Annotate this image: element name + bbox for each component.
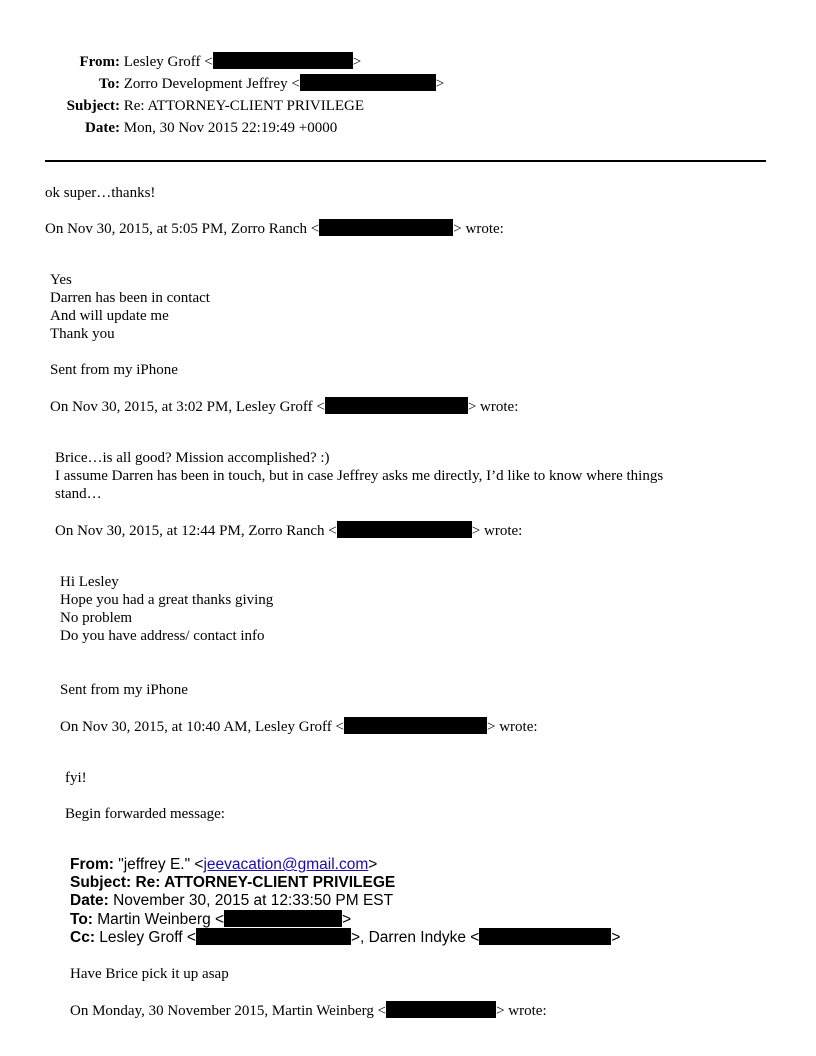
message-1-line: Darren has been in contact (50, 290, 210, 306)
forward-subject-row (70, 874, 395, 892)
redaction-bar (319, 219, 453, 236)
quote-header-4-pre: On Nov 30, 2015, at 10:40 AM, Lesley Groff < (60, 719, 344, 735)
reply-text: ok super…thanks! (45, 185, 156, 201)
forward-to-post: > (342, 911, 352, 928)
message-1-line: Thank you (50, 326, 115, 342)
message-3-line: Hope you had a great thanks giving (60, 592, 274, 608)
quote-header-2 (50, 397, 518, 416)
quote-header-2-post: > wrote: (467, 399, 519, 415)
quote-header-3-post: > wrote: (471, 523, 523, 539)
header-divider (45, 160, 766, 162)
message-5: Have Brice pick it up asap (70, 966, 229, 982)
header-subject-value: Re: ATTORNEY-CLIENT PRIVILEGE (123, 98, 365, 114)
quote-header-1 (45, 219, 504, 238)
header-subject-label: Subject: (66, 98, 120, 114)
quote-header-3-pre: On Nov 30, 2015, at 12:44 PM, Zorro Ranch < (55, 523, 337, 539)
forward-to-row (70, 910, 351, 929)
message-2-line: Brice…is all good? Mission accomplished? :) (55, 450, 330, 466)
redaction-bar (344, 717, 487, 734)
forwarded-label: Begin forwarded message: (65, 806, 225, 822)
quote-header-2-pre: On Nov 30, 2015, at 3:02 PM, Lesley Groff < (50, 399, 325, 415)
forward-date-label: Date: (70, 892, 109, 909)
redaction-bar (196, 928, 351, 945)
signature-1: Sent from my iPhone (50, 362, 178, 378)
forward-from-pre: "jeffrey E." < (118, 856, 204, 873)
quote-header-5 (70, 1001, 547, 1020)
redaction-bar (300, 74, 436, 91)
quote-header-3 (55, 521, 522, 540)
quote-header-5-post: > wrote: (496, 1003, 547, 1019)
redaction-bar (224, 910, 342, 927)
header-from-close: > (352, 54, 362, 70)
forward-cc-label: Cc: (70, 929, 95, 946)
forward-from-label: From: (70, 856, 114, 873)
header-to-label: To: (98, 76, 120, 92)
header-date-value: Mon, 30 Nov 2015 22:19:49 +0000 (123, 120, 338, 136)
quote-header-4 (60, 717, 538, 736)
header-from-value: Lesley Groff < (123, 54, 213, 70)
forward-from-post: > (368, 856, 378, 873)
quote-header-4-post: > wrote: (487, 719, 538, 735)
redaction-bar (386, 1001, 496, 1018)
forward-subject-value: Re: ATTORNEY-CLIENT PRIVILEGE (135, 874, 396, 891)
header-to-close: > (435, 76, 445, 92)
header-to-value: Zorro Development Jeffrey < (123, 76, 300, 92)
header-subject-row (0, 95, 364, 117)
quote-header-1-pre: On Nov 30, 2015, at 5:05 PM, Zorro Ranch < (45, 221, 320, 237)
message-1-line: And will update me (50, 308, 169, 324)
forward-cc-pre: Lesley Groff < (99, 929, 196, 946)
header-date-label: Date: (85, 120, 120, 136)
forward-date-row (70, 892, 393, 910)
forward-cc-mid: >, Darren Indyke < (350, 929, 480, 946)
forward-to-label: To: (70, 911, 93, 928)
message-3-line: Do you have address/ contact info (60, 628, 265, 644)
forward-to-pre: Martin Weinberg < (97, 911, 225, 928)
redaction-bar (479, 928, 611, 945)
message-2-line: stand… (55, 486, 102, 502)
forward-cc-row (70, 928, 620, 947)
message-3-line: No problem (60, 610, 133, 626)
header-from-label: From: (79, 54, 120, 70)
fyi-text: fyi! (65, 770, 87, 786)
redaction-bar (337, 521, 472, 538)
header-from-row (0, 51, 361, 73)
header-date-row (0, 117, 337, 139)
quote-header-1-post: > wrote: (453, 221, 504, 237)
forward-from-row (70, 856, 377, 874)
signature-3: Sent from my iPhone (60, 682, 188, 698)
redaction-bar (213, 52, 353, 69)
forward-from-email-link[interactable]: jeevacation@gmail.com (203, 856, 369, 873)
forward-subject-label: Subject: (70, 874, 132, 891)
quote-header-5-pre: On Monday, 30 November 2015, Martin Weinberg < (70, 1003, 387, 1019)
redaction-bar (325, 397, 468, 414)
forward-date-value: November 30, 2015 at 12:33:50 PM EST (113, 892, 394, 909)
message-3-line: Hi Lesley (60, 574, 119, 590)
message-1-line: Yes (50, 272, 72, 288)
message-2-line: I assume Darren has been in touch, but in case Jeffrey asks me directly, I’d like to know where things (55, 468, 664, 484)
header-to-row (0, 73, 444, 95)
forward-cc-post: > (611, 929, 621, 946)
